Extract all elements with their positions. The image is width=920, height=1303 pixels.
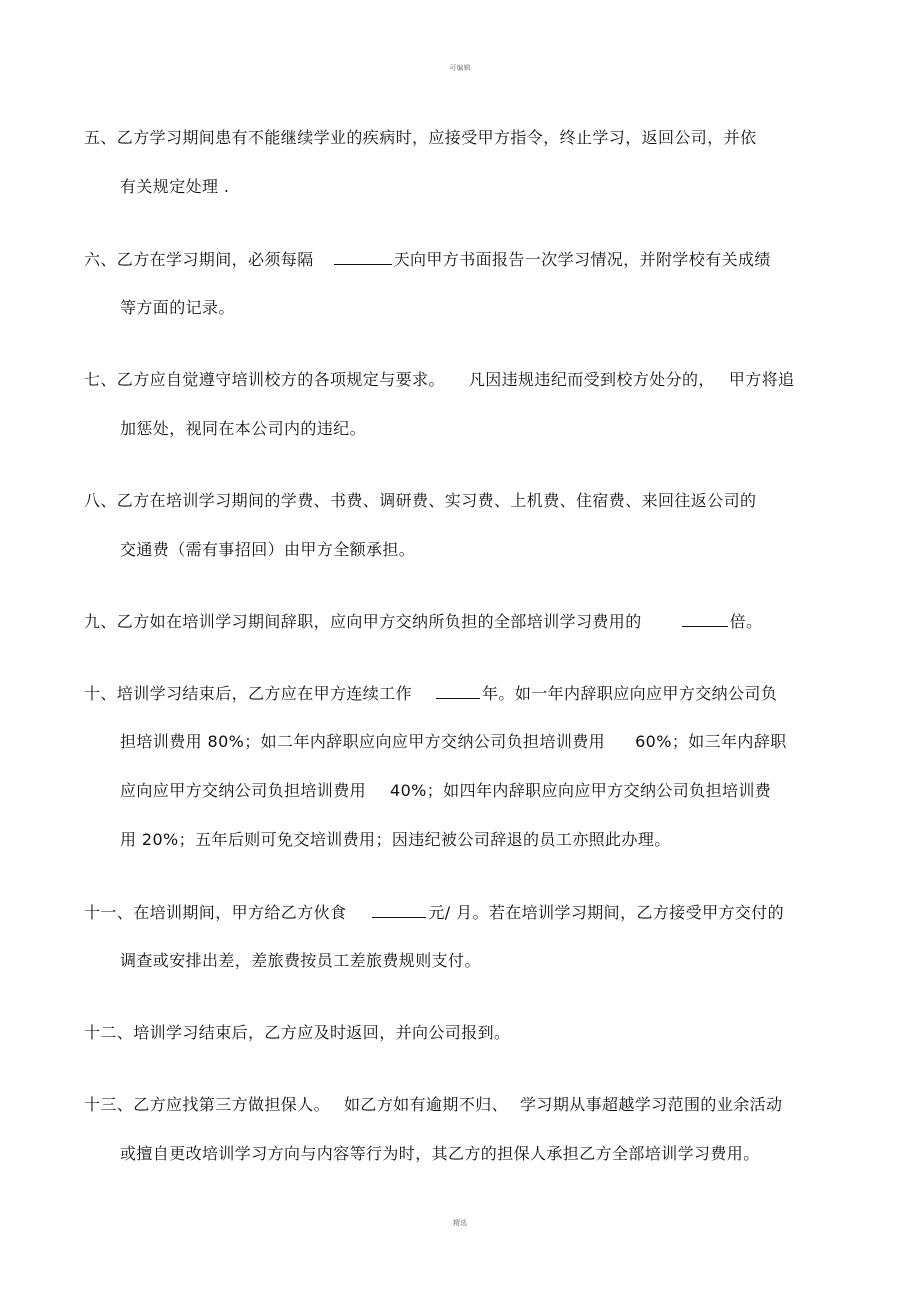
clause-10-line-4: 用 20%；五年后则可免交培训费用；因违纪被公司辞退的员工亦照此办理。: [120, 830, 671, 849]
clause-10-text-3a: 应向应甲方交纳公司负担培训费用: [120, 781, 367, 800]
clause-5-line-1: 五、乙方学习期间患有不能继续学业的疾病时，应接受甲方指令，终止学习，返回公司，并依: [84, 128, 757, 147]
clause-9-line-1: [84, 611, 762, 632]
clause-13-text-c: 学习期从事超越学习范围的业余活动: [520, 1095, 783, 1114]
clause-11-line-1: [84, 902, 784, 923]
clause-10-line-2: [120, 732, 787, 752]
clause-11-text-a: 十一、在培训期间，甲方给乙方伙食: [84, 903, 347, 922]
report-interval-blank: [334, 249, 392, 265]
clause-10-text-a: 十、培训学习结束后，乙方应在甲方连续工作: [84, 684, 413, 703]
clause-8-line-1: 八、乙方在培训学习期间的学费、书费、调研费、实习费、上机费、住宿费、来回往返公司的: [84, 491, 757, 510]
clause-10-line-1: [84, 683, 777, 704]
service-years-blank: [436, 683, 480, 699]
clause-10-text-2b: 60%；如三年内辞职: [635, 732, 787, 751]
meal-allowance-blank: [372, 902, 426, 918]
clause-8-line-2: 交通费（需有事招回）由甲方全额承担。: [120, 540, 416, 559]
clause-7-text-a: 七、乙方应自觉遵守培训校方的各项规定与要求。: [84, 370, 445, 389]
clause-5-line-2: 有关规定处理 .: [120, 177, 230, 196]
clause-7-line-2: 加惩处，视同在本公司内的违纪。: [120, 419, 367, 438]
clause-9-text-b: 倍。: [729, 612, 763, 631]
clause-6-line-2: 等方面的记录。: [120, 298, 235, 317]
footer-note: 精选: [453, 1219, 467, 1227]
clause-10-text-b: 年。如一年内辞职应向应甲方交纳公司负: [482, 684, 778, 703]
clause-10-text-2a: 担培训费用 80%；如二年内辞职应向应甲方交纳公司负担培训费用: [120, 732, 606, 751]
clause-7-line-1: [84, 370, 794, 390]
clause-9-text-a: 九、乙方如在培训学习期间辞职，应向甲方交纳所负担的全部培训学习费用的: [84, 612, 642, 631]
clause-6-text-a: 六、乙方在学习期间，必须每隔: [84, 250, 314, 269]
clause-13-line-2: 或擅自更改培训学习方向与内容等行为时，其乙方的担保人承担乙方全部培训学习费用。: [120, 1144, 760, 1163]
clause-12-line-1: 十二、培训学习结束后，乙方应及时返回，并向公司报到。: [84, 1023, 511, 1042]
header-note: 可编辑: [449, 64, 471, 72]
clause-7-text-b: 凡因违规违纪而受到校方处分的，: [468, 370, 715, 389]
clause-11-text-b: 元/ 月。若在培训学习期间，乙方接受甲方交付的: [428, 903, 785, 922]
clause-13-line-1: [84, 1095, 782, 1115]
clause-13-text-b: 如乙方如有逾期不归、: [344, 1095, 509, 1114]
clause-6-line-1: [84, 249, 771, 270]
clause-10-text-3b: 40%；如四年内辞职应向应甲方交纳公司负担培训费: [390, 781, 772, 800]
clause-13-text-a: 十三、乙方应找第三方做担保人。: [84, 1095, 331, 1114]
clause-11-line-2: 调查或安排出差，差旅费按员工差旅费规则支付。: [120, 951, 481, 970]
penalty-multiple-blank: [682, 611, 728, 627]
clause-6-text-b: 天向甲方书面报告一次学习情况，并附学校有关成绩: [393, 250, 771, 269]
clause-7-text-c: 甲方将追: [728, 370, 795, 389]
clause-10-line-3: [120, 781, 771, 801]
